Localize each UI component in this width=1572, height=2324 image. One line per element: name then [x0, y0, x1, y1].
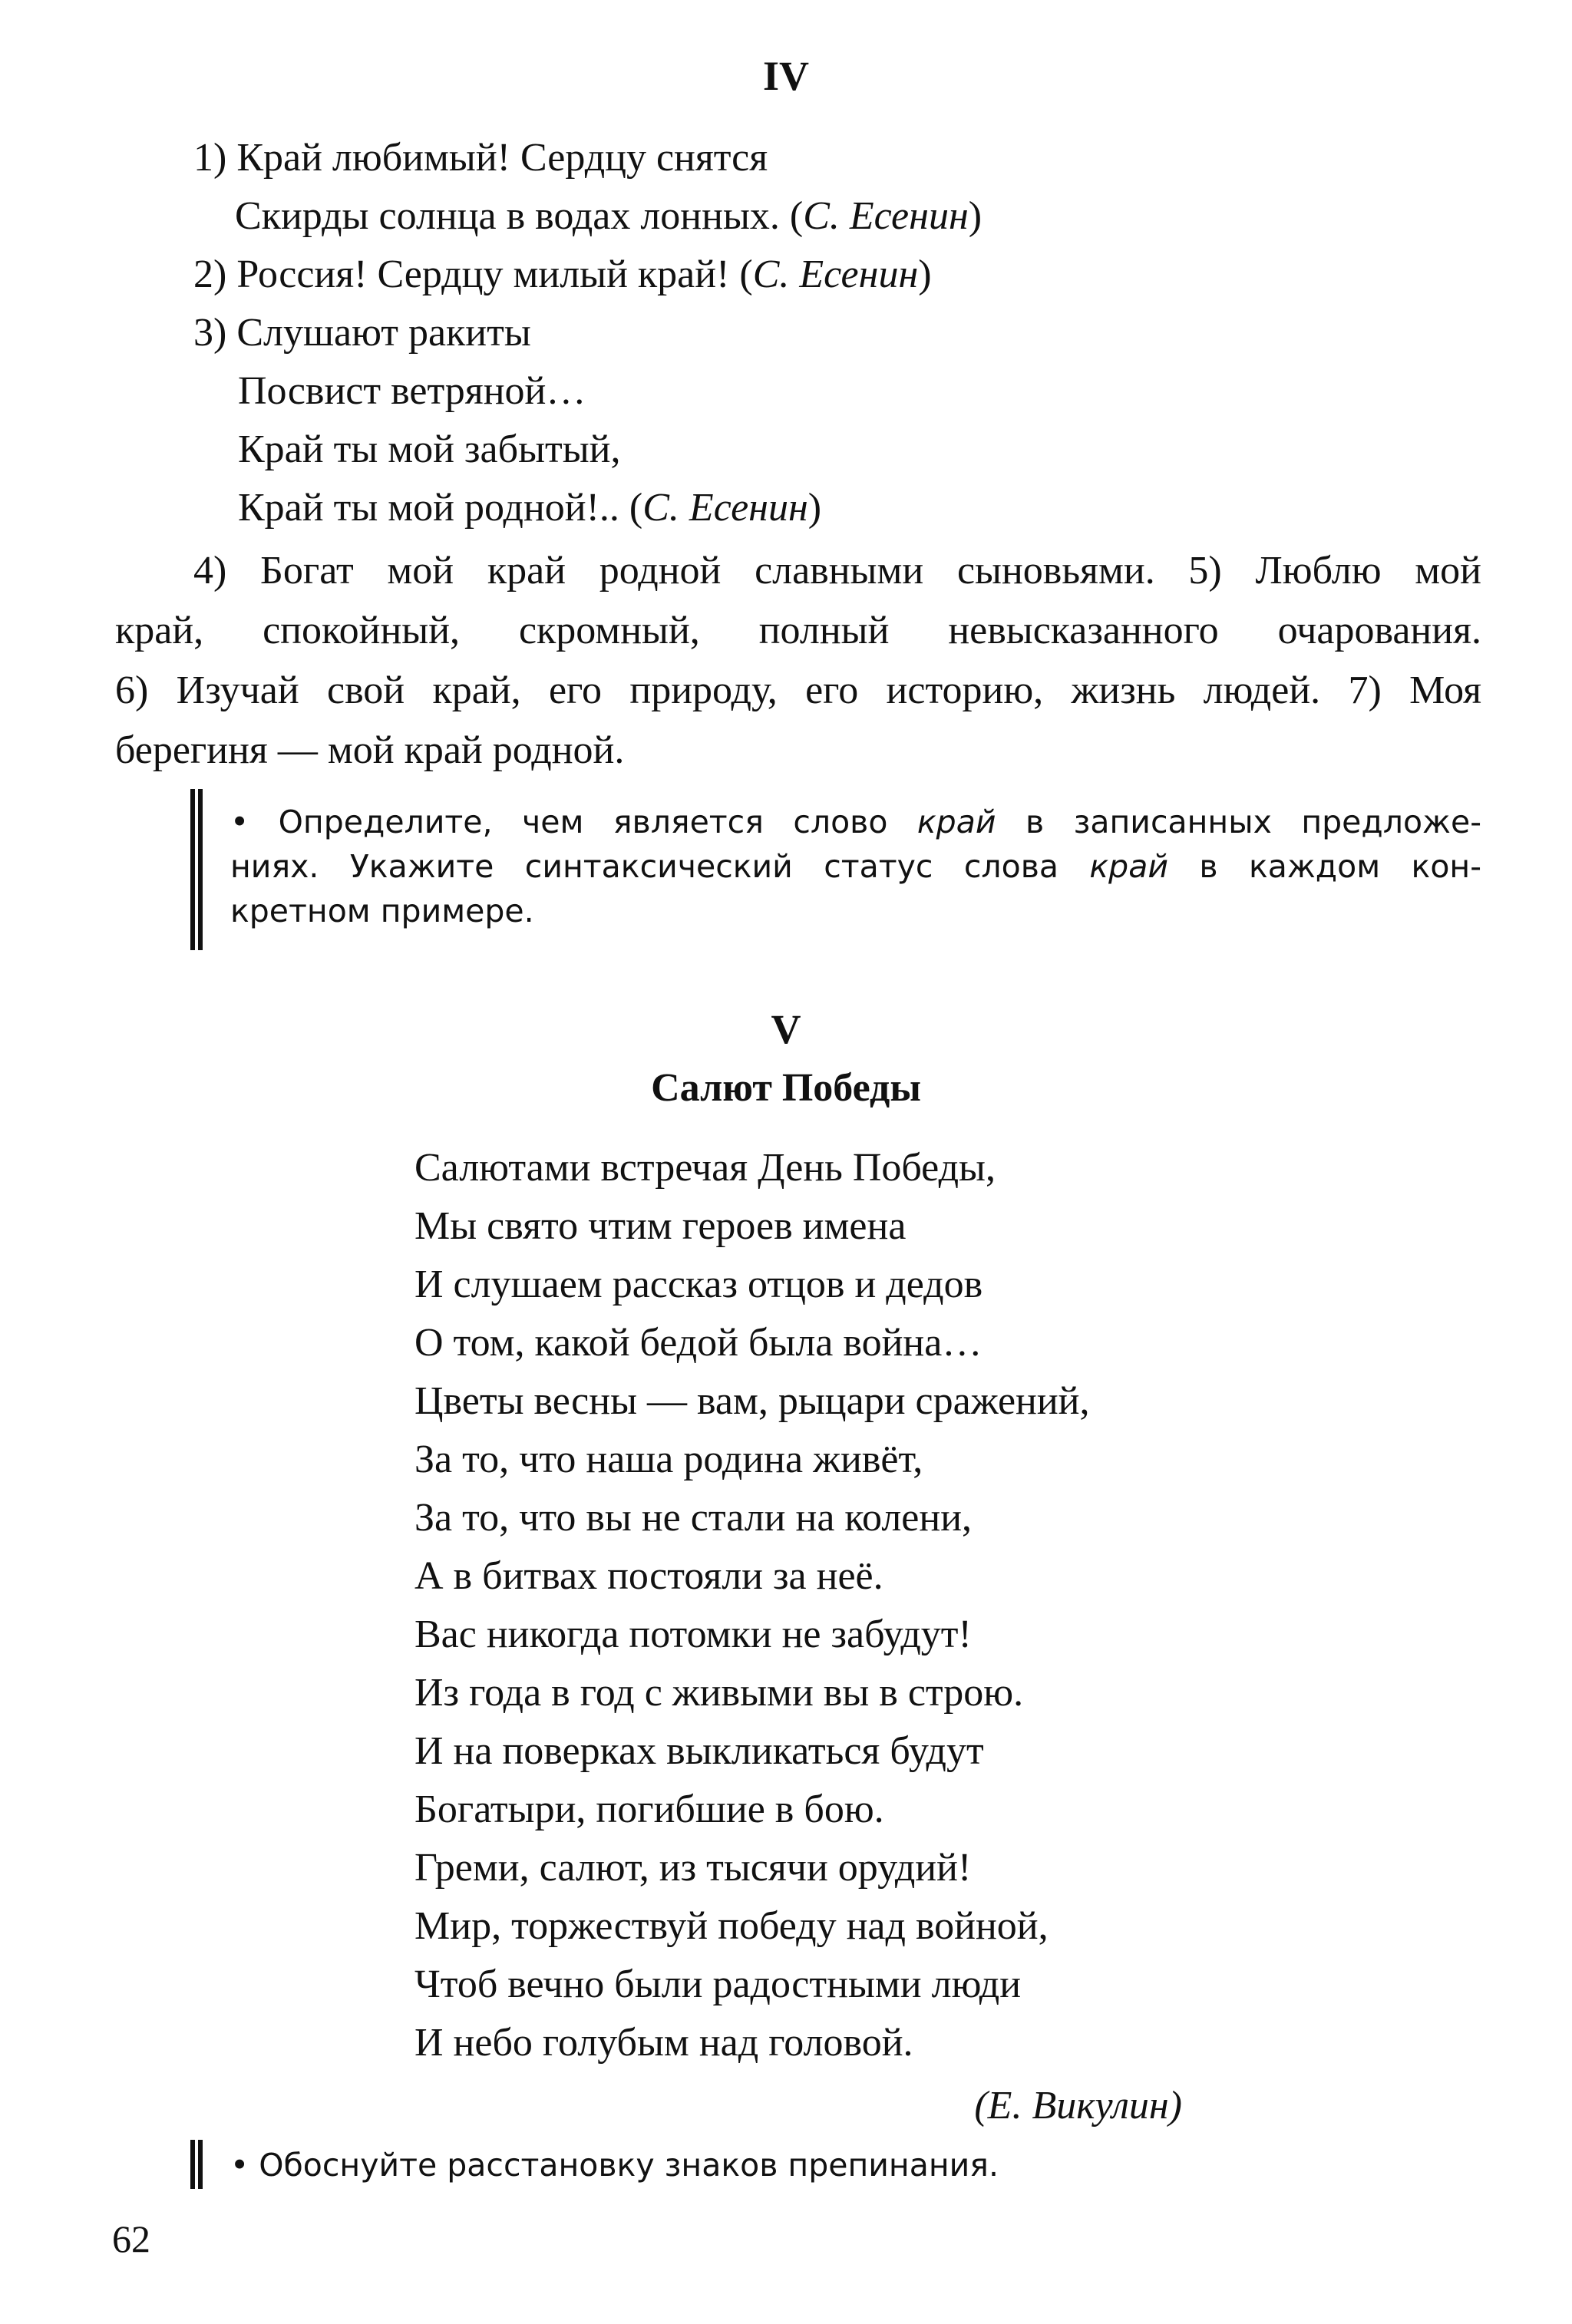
poem-line: За то, что вы не стали на колени, [414, 1496, 973, 1540]
poem-line: Богатыри, погибшие в бою. [414, 1788, 884, 1831]
paragraph-line: берегиня — мой край родной. [115, 728, 625, 772]
poem-line: Цветы весны — вам, рыцари сражений, [414, 1379, 1090, 1423]
task-marker-bar [190, 2140, 195, 2189]
poem-line: Салютами встречая День Победы, [414, 1146, 996, 1190]
poem-author: (Е. Викулин) [974, 2084, 1182, 2128]
poem-line: Чтоб вечно были радостными люди [414, 1963, 1022, 2006]
task-marker-bar [198, 789, 203, 950]
poem-line: И небо голубым над головой. [414, 2021, 913, 2065]
section-number-iv: IV [762, 53, 809, 99]
paragraph-line: край, спокойный, скромный, полный невысказанного очарования. [115, 609, 1481, 652]
poem-line: Мир, торжествуй победу над войной, [414, 1904, 1049, 1948]
sentence-line: 2) Россия! Сердцу милый край! (С. Есенин) [193, 253, 932, 296]
poem-line: И на поверках выкликаться будут [414, 1729, 984, 1773]
poem-line: Греми, салют, из тысячи орудий! [414, 1846, 972, 1890]
section-number-v: V [771, 1006, 801, 1052]
poem-line: Край ты мой родной!.. (С. Есенин) [238, 486, 822, 530]
poem-title: Салют Победы [651, 1066, 921, 1110]
poem-line: О том, какой бедой была война… [414, 1321, 982, 1365]
poem-line: Скирды солнца в водах лонных. (С. Есенин) [235, 194, 982, 238]
paragraph-line: 4) Богат мой край родной славными сыновьями. 5) Люблю мой [193, 549, 1481, 593]
poem-line: Мы свято чтим героев имена [414, 1204, 907, 1248]
poem-line: 3) Слушают ракиты [193, 311, 531, 355]
task-marker-bar [198, 2140, 203, 2189]
author-name: С. Есенин [803, 194, 969, 238]
author-name: С. Есенин [642, 486, 808, 530]
task-instruction: • Обоснуйте расстановку знаков препинания. [230, 2147, 999, 2184]
author-name: С. Есенин [752, 253, 919, 296]
page-number: 62 [112, 2217, 150, 2260]
task-marker-bar [190, 789, 195, 950]
poem-line: И слушаем рассказ отцов и дедов [414, 1263, 983, 1306]
paragraph-line: 6) Изучай свой край, его природу, его историю, жизнь людей. 7) Моя [115, 668, 1481, 712]
poem-line: Вас никогда потомки не забудут! [414, 1613, 972, 1656]
task-instruction: • Определите, чем является слово край в записанных предложе- ниях. Укажите синтаксический статус слова край в каждом кон- кретном примере. [230, 804, 1482, 929]
poem-line: 1) Край любимый! Сердцу снятся [193, 136, 768, 180]
poem-line: А в битвах постояли за неё. [414, 1554, 883, 1598]
poem-line: За то, что наша родина живёт, [414, 1438, 923, 1481]
poem-line: Посвист ветряной… [238, 369, 586, 413]
poem-line: Край ты мой забытый, [238, 427, 621, 471]
poem-line: Из года в год с живыми вы в строю. [414, 1671, 1024, 1715]
